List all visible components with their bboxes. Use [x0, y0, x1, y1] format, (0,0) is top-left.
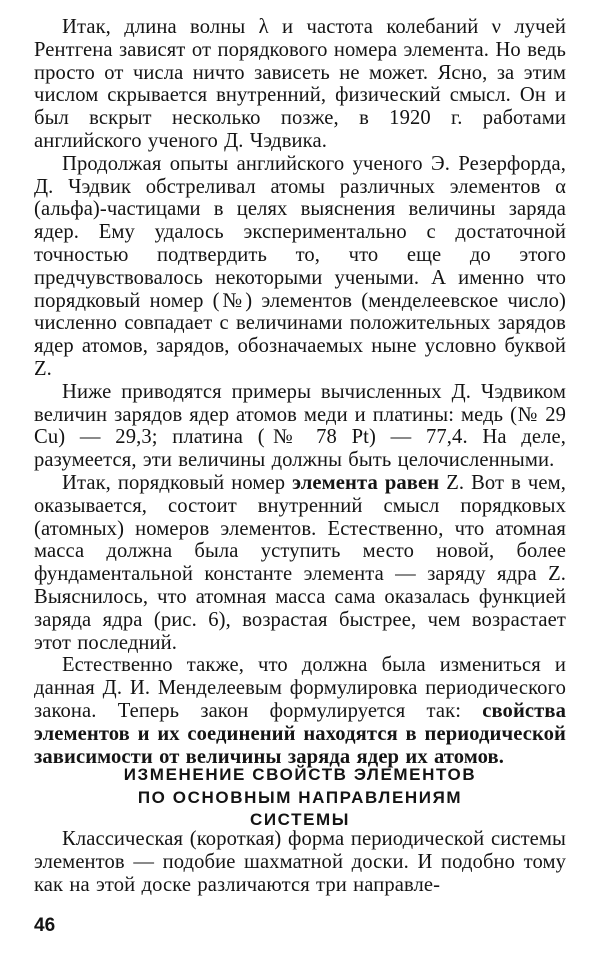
section-heading-line: СИСТЕМЫ — [249, 810, 351, 829]
paragraph-chadwick-experiments — [34, 153, 566, 381]
paragraph-bold-text: элемента равен — [292, 471, 440, 494]
paragraph-text: Классическая (короткая) форма периодической системы элементов — подобие шахматной доски. И подобно тому как на этой доске различаются три направле- — [34, 828, 566, 896]
paragraph-text: Итак, длина волны λ и частота колебаний ν лучей Рентгена зависят от порядкового номера элемента. Но ведь просто от числа ничто зависеть не может. Ясно, за этим числом скрывается внутренний, физический смысл. Он и был вскрыт несколько позже, в 1920 г. работами английского ученого Д. Чэдвика. — [34, 16, 566, 152]
paragraph-text: Z. Вот в чем, оказывается, состоит внутренний смысл порядковых (атомных) номеров элементов. Естественно, что атомная масса должна была уступить место новой, более фундаментальной константе элемента — заряду ядра Z. Выяснилось, что атомная масса сама оказалась функцией заряда ядра (рис. 6), возрастая быстрее, чем возрастает этот последний. — [34, 471, 566, 654]
paragraph-wavelength — [34, 16, 566, 153]
paragraph-text: Ниже приводятся примеры вычисленных Д. Чэдвиком величин зарядов ядер атомов меди и платины: медь (№ 29 Cu) — 29,3; платина (№ 78 Pt) — 77,4. На деле, разумеется, эти величины должны быть целочисленными. — [34, 380, 566, 472]
paragraph-bold-text: свойства элементов и их соединений находятся в периодической зависимости от величины заряда ядер их атомов. — [34, 699, 566, 768]
paragraph-text: Продолжая опыты английского ученого Э. Резерфорда, Д. Чэдвик обстреливал атомы различных элементов α (альфа)-частицами в целях выяснения величины заряда ядер. Ему удалось экспериментально с достаточной точностью подтвердить то, что еще до этого предчувствовалось некоторыми учеными. А именно что порядковый номер (№) элементов (менделеевское число) численно совпадает с величинами положительных зарядов ядер атомов, зарядов, обозначаемых ныне условно буквой Z. — [34, 152, 566, 380]
paragraph-periodic-law — [34, 654, 566, 768]
section-heading-line: ПО ОСНОВНЫМ НАПРАВЛЕНИЯМ — [137, 787, 463, 807]
body-text-bottom — [34, 828, 566, 896]
section-heading — [34, 764, 566, 832]
page-number: 46 — [34, 915, 56, 936]
paragraph-text: Естественно также, что должна была измениться и данная Д. И. Менделеевым формулировка периодического закона. Теперь закон формулируется так: — [34, 654, 566, 722]
section-heading-line: ИЗМЕНЕНИЕ СВОЙСТВ ЭЛЕМЕНТОВ — [123, 765, 477, 784]
paragraph-text: Итак, порядковый номер — [62, 471, 293, 494]
paragraph-atomic-number-meaning — [34, 472, 566, 654]
paragraph-charge-values — [34, 381, 566, 472]
body-text-top — [34, 16, 566, 768]
paragraph-classic-form — [34, 828, 566, 896]
